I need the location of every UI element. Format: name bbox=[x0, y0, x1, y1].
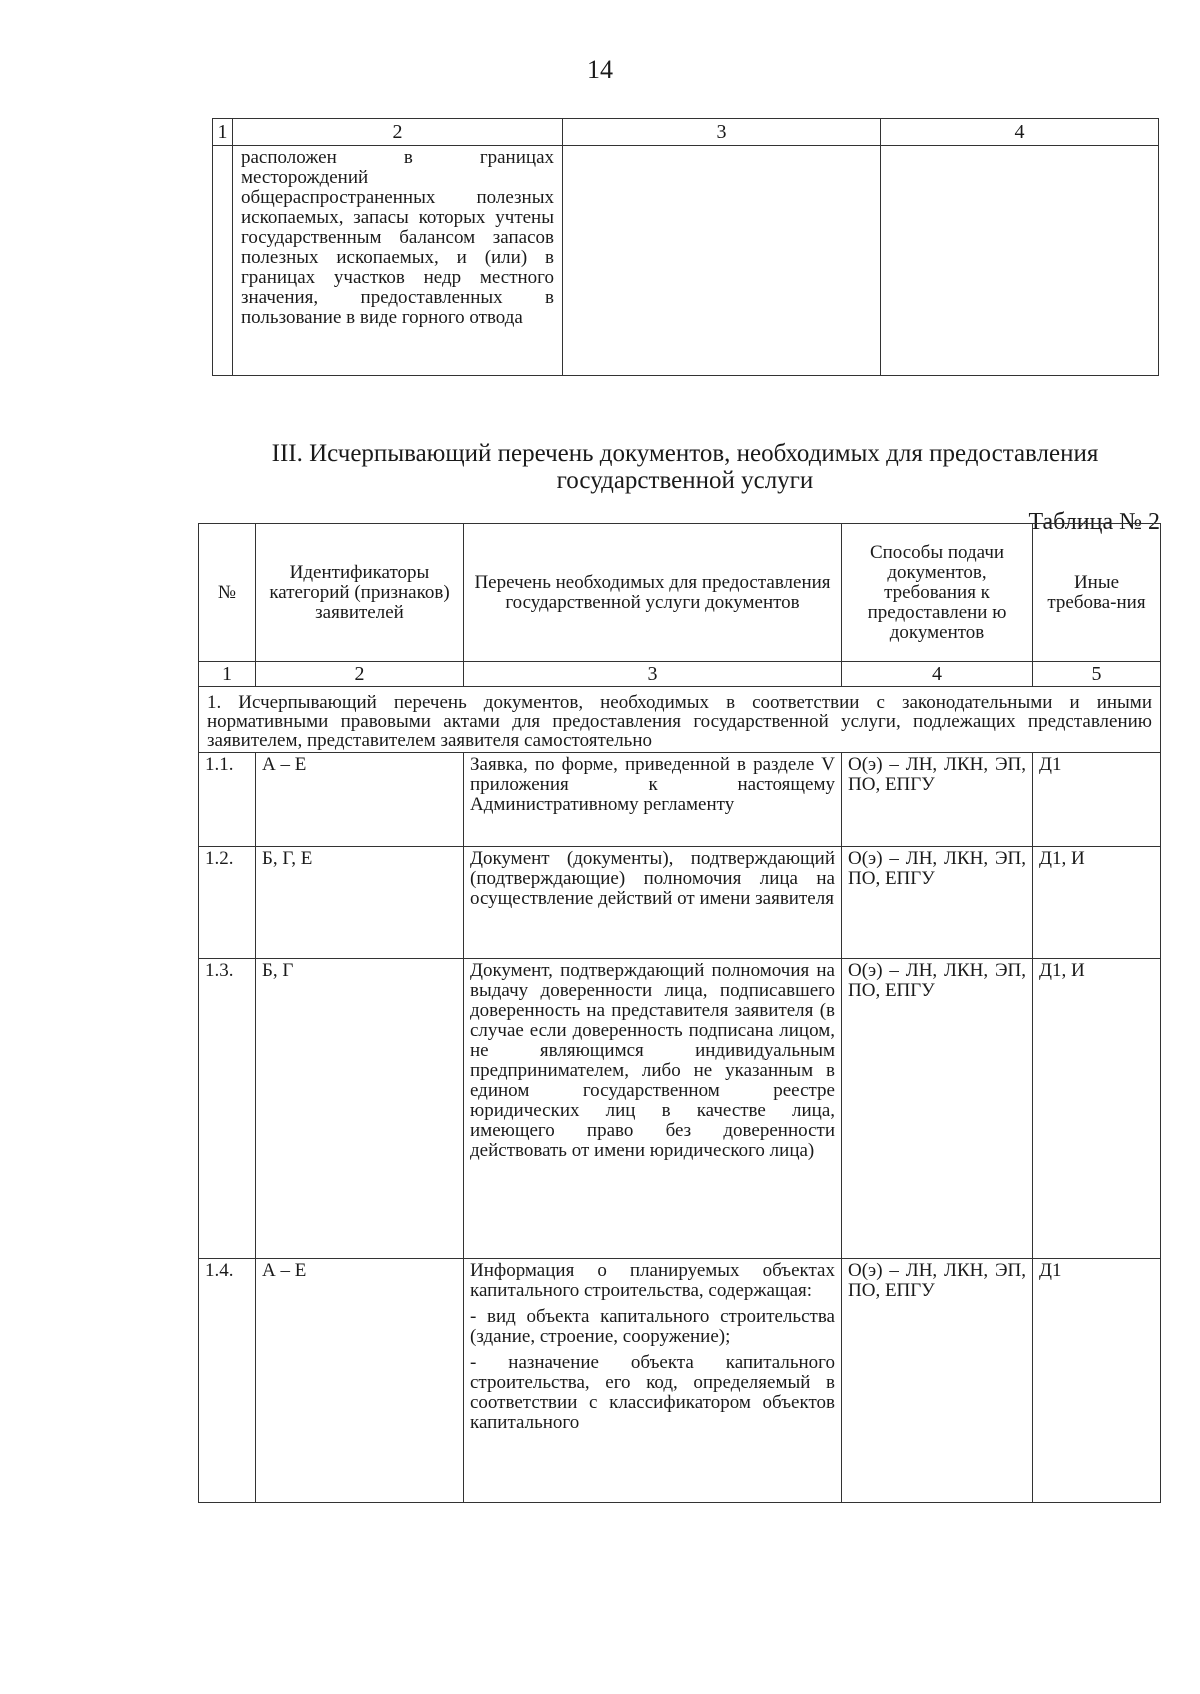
column-header: Способы подачи документов, требования к предоставлени ю документов bbox=[842, 524, 1033, 662]
column-number: 2 bbox=[233, 119, 563, 146]
table-cell: расположен в границах месторождений общераспространенных полезных ископаемых, запасы которых учтены государственным балансом запасов полезных ископаемых, и (или) в границах участков недр местного значения, предоставленных в пользование в виде горного отвода bbox=[233, 146, 563, 376]
table-header-row bbox=[199, 524, 1161, 662]
column-number-row bbox=[213, 119, 1159, 146]
column-header: № bbox=[199, 524, 256, 662]
group-title: 1. Исчерпывающий перечень документов, необходимых в соответствии с законодательными и иными нормативными правовыми актами для предоставления государственной услуги, подлежащих представлению заявителем, представителем заявителя самостоятельно bbox=[199, 687, 1161, 753]
column-header: Иные требова-ния bbox=[1033, 524, 1161, 662]
row-number: 1.1. bbox=[199, 753, 256, 847]
submission-methods: О(э) – ЛН, ЛКН, ЭП, ПО, ЕПГУ bbox=[842, 753, 1033, 847]
submission-methods: О(э) – ЛН, ЛКН, ЭП, ПО, ЕПГУ bbox=[842, 1259, 1033, 1503]
continued-table bbox=[212, 118, 1159, 376]
column-header: Идентификаторы категорий (признаков) заявителей bbox=[256, 524, 464, 662]
table-row bbox=[199, 847, 1161, 959]
column-number: 3 bbox=[563, 119, 881, 146]
table-row bbox=[199, 1259, 1161, 1503]
page-number: 14 bbox=[587, 55, 613, 84]
column-number: 2 bbox=[256, 662, 464, 687]
row-number: 1.2. bbox=[199, 847, 256, 959]
other-requirements: Д1 bbox=[1033, 1259, 1161, 1503]
other-requirements: Д1 bbox=[1033, 753, 1161, 847]
document-text: - назначение объекта капитального строительства, его код, определяемый в соответствии с классификатором объектов капитального bbox=[470, 1352, 835, 1433]
other-requirements: Д1, И bbox=[1033, 847, 1161, 959]
column-number: 1 bbox=[213, 119, 233, 146]
document-description: Заявка, по форме, приведенной в разделе V приложения к настоящему Административному регламенту bbox=[464, 753, 842, 847]
document-text: - вид объекта капитального строительства (здание, строение, сооружение); bbox=[470, 1306, 835, 1347]
documents-table bbox=[198, 523, 1161, 1503]
submission-methods: О(э) – ЛН, ЛКН, ЭП, ПО, ЕПГУ bbox=[842, 959, 1033, 1259]
column-header: Перечень необходимых для предоставления государственной услуги документов bbox=[464, 524, 842, 662]
table-row bbox=[213, 146, 1159, 376]
document-description: Документ (документы), подтверждающий (подтверждающие) полномочия лица на осуществление действий от имени заявителя bbox=[464, 847, 842, 959]
row-number: 1.4. bbox=[199, 1259, 256, 1503]
applicant-ids: Б, Г, Е bbox=[256, 847, 464, 959]
document-text: Информация о планируемых объектах капитального строительства, содержащая: bbox=[470, 1260, 835, 1301]
column-number: 1 bbox=[199, 662, 256, 687]
other-requirements: Д1, И bbox=[1033, 959, 1161, 1259]
column-number-row bbox=[199, 662, 1161, 687]
applicant-ids: А – Е bbox=[256, 1259, 464, 1503]
applicant-ids: А – Е bbox=[256, 753, 464, 847]
applicant-ids: Б, Г bbox=[256, 959, 464, 1259]
column-number: 4 bbox=[881, 119, 1159, 146]
table-row bbox=[199, 959, 1161, 1259]
column-number: 4 bbox=[842, 662, 1033, 687]
table-cell bbox=[213, 146, 233, 376]
table-cell bbox=[563, 146, 881, 376]
column-number: 5 bbox=[1033, 662, 1161, 687]
table-caption: Таблица № 2 bbox=[1028, 509, 1160, 535]
table-cell bbox=[881, 146, 1159, 376]
section-title: III. Исчерпывающий перечень документов, необходимых для предоставления государственной услуги bbox=[271, 440, 1099, 494]
row-number: 1.3. bbox=[199, 959, 256, 1259]
document-description bbox=[464, 1259, 842, 1503]
table-row bbox=[199, 753, 1161, 847]
group-title-row bbox=[199, 687, 1161, 753]
column-number: 3 bbox=[464, 662, 842, 687]
document-description: Документ, подтверждающий полномочия на выдачу доверенности лица, подписавшего доверенность на представителя заявителя (в случае если доверенность подписана лицом, не являющимся индивидуальным предпринимателем, либо не указанным в едином государственном реестре юридических лиц в качестве лица, имеющего право без доверенности действовать от имени юридического лица) bbox=[464, 959, 842, 1259]
submission-methods: О(э) – ЛН, ЛКН, ЭП, ПО, ЕПГУ bbox=[842, 847, 1033, 959]
